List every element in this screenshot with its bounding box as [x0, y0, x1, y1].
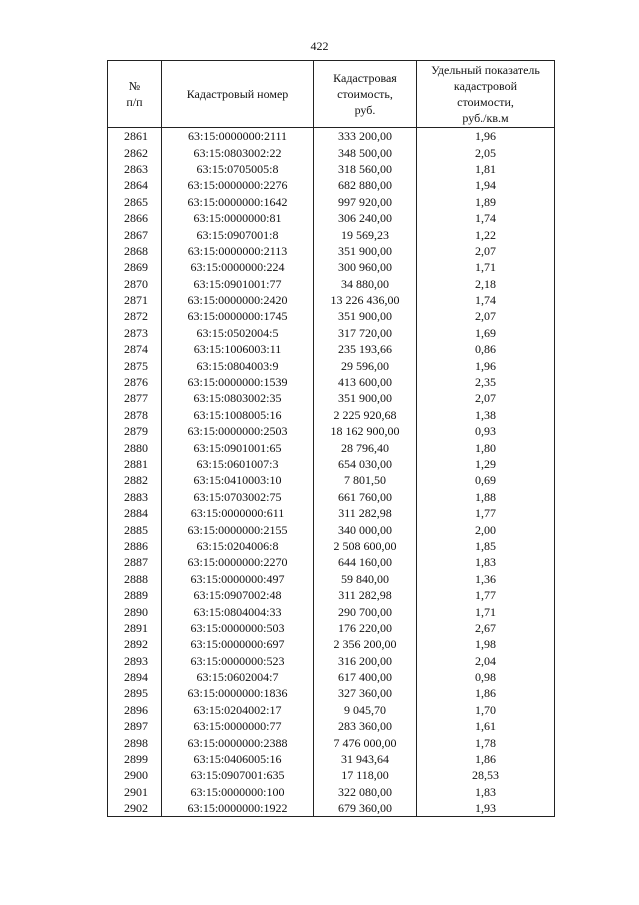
- cadastral-number-cell: 63:15:0000000:697: [162, 636, 314, 652]
- cadastral-value-cell: 235 193,66: [314, 341, 417, 357]
- table-row: [108, 407, 555, 423]
- specific-index-cell: 2,00: [417, 521, 555, 537]
- row-number-cell: 2881: [108, 456, 162, 472]
- specific-index-cell: 1,80: [417, 439, 555, 455]
- row-number-cell: 2875: [108, 357, 162, 373]
- cadastral-number-cell: 63:15:0703002:75: [162, 489, 314, 505]
- specific-index-cell: 0,86: [417, 341, 555, 357]
- specific-index-cell: 1,83: [417, 554, 555, 570]
- cadastral-value-cell: 18 162 900,00: [314, 423, 417, 439]
- cadastral-value-cell: 311 282,98: [314, 505, 417, 521]
- row-number-cell: 2894: [108, 669, 162, 685]
- cadastral-value-cell: 348 500,00: [314, 144, 417, 160]
- cadastral-value-cell: 333 200,00: [314, 128, 417, 145]
- table-row: [108, 734, 555, 750]
- table-row: [108, 702, 555, 718]
- specific-index-cell: 1,94: [417, 177, 555, 193]
- cadastral-value-cell: 7 476 000,00: [314, 734, 417, 750]
- cadastral-value-cell: 318 560,00: [314, 161, 417, 177]
- cadastral-value-cell: 316 200,00: [314, 653, 417, 669]
- cadastral-number-cell: 63:15:0000000:2111: [162, 128, 314, 145]
- specific-index-cell: 1,83: [417, 784, 555, 800]
- table-row: [108, 325, 555, 341]
- row-number-cell: 2899: [108, 751, 162, 767]
- table-row: [108, 144, 555, 160]
- specific-index-cell: 1,70: [417, 702, 555, 718]
- row-number-cell: 2891: [108, 620, 162, 636]
- cadastral-number-cell: 63:15:0901001:77: [162, 276, 314, 292]
- cadastral-number-cell: 63:15:0804003:9: [162, 357, 314, 373]
- specific-index-cell: 1,78: [417, 734, 555, 750]
- row-number-cell: 2862: [108, 144, 162, 160]
- cadastral-value-cell: 311 282,98: [314, 587, 417, 603]
- row-number-cell: 2864: [108, 177, 162, 193]
- table-row: [108, 521, 555, 537]
- specific-index-cell: 1,81: [417, 161, 555, 177]
- row-number-cell: 2895: [108, 685, 162, 701]
- table-row: [108, 538, 555, 554]
- cadastral-value-cell: 617 400,00: [314, 669, 417, 685]
- cadastral-value-cell: 327 360,00: [314, 685, 417, 701]
- cadastral-value-cell: 997 920,00: [314, 194, 417, 210]
- table-row: [108, 587, 555, 603]
- cadastral-value-cell: 351 900,00: [314, 243, 417, 259]
- table-row: [108, 194, 555, 210]
- header-num: № п/п: [108, 61, 162, 128]
- row-number-cell: 2878: [108, 407, 162, 423]
- row-number-cell: 2876: [108, 374, 162, 390]
- cadastral-value-cell: 300 960,00: [314, 259, 417, 275]
- row-number-cell: 2897: [108, 718, 162, 734]
- row-number-cell: 2898: [108, 734, 162, 750]
- cadastral-value-cell: 9 045,70: [314, 702, 417, 718]
- cadastral-number-cell: 63:15:0000000:497: [162, 571, 314, 587]
- cadastral-value-cell: 2 508 600,00: [314, 538, 417, 554]
- table-row: [108, 620, 555, 636]
- row-number-cell: 2866: [108, 210, 162, 226]
- specific-index-cell: 2,18: [417, 276, 555, 292]
- row-number-cell: 2868: [108, 243, 162, 259]
- cadastral-value-cell: 317 720,00: [314, 325, 417, 341]
- row-number-cell: 2863: [108, 161, 162, 177]
- row-number-cell: 2884: [108, 505, 162, 521]
- specific-index-cell: 28,53: [417, 767, 555, 783]
- cadastral-number-cell: 63:15:0000000:1745: [162, 308, 314, 324]
- cadastral-value-cell: 351 900,00: [314, 308, 417, 324]
- cadastral-value-cell: 413 600,00: [314, 374, 417, 390]
- cadastral-value-cell: 29 596,00: [314, 357, 417, 373]
- table-row: [108, 210, 555, 226]
- cadastral-number-cell: 63:15:0000000:1922: [162, 800, 314, 817]
- cadastral-number-cell: 63:15:0000000:100: [162, 784, 314, 800]
- cadastral-number-cell: 63:15:0000000:2276: [162, 177, 314, 193]
- cadastral-number-cell: 63:15:0907001:8: [162, 226, 314, 242]
- cadastral-number-cell: 63:15:0204002:17: [162, 702, 314, 718]
- cadastral-value-cell: 682 880,00: [314, 177, 417, 193]
- row-number-cell: 2887: [108, 554, 162, 570]
- specific-index-cell: 1,96: [417, 128, 555, 145]
- table-row: [108, 636, 555, 652]
- table-row: [108, 423, 555, 439]
- specific-index-cell: 1,93: [417, 800, 555, 817]
- cadastral-number-cell: 63:15:0705005:8: [162, 161, 314, 177]
- cadastral-number-cell: 63:15:0602004:7: [162, 669, 314, 685]
- specific-index-cell: 1,36: [417, 571, 555, 587]
- specific-index-cell: 1,98: [417, 636, 555, 652]
- row-number-cell: 2890: [108, 603, 162, 619]
- table-body: [108, 128, 555, 817]
- table-row: [108, 439, 555, 455]
- table-row: [108, 489, 555, 505]
- cadastral-number-cell: 63:15:0000000:2270: [162, 554, 314, 570]
- row-number-cell: 2883: [108, 489, 162, 505]
- row-number-cell: 2865: [108, 194, 162, 210]
- row-number-cell: 2896: [108, 702, 162, 718]
- cadastral-value-cell: 351 900,00: [314, 390, 417, 406]
- row-number-cell: 2892: [108, 636, 162, 652]
- cadastral-value-cell: 13 226 436,00: [314, 292, 417, 308]
- header-cadastral-value: Кадастровая стоимость, руб.: [314, 61, 417, 128]
- cadastral-number-cell: 63:15:0000000:503: [162, 620, 314, 636]
- cadastral-value-cell: 28 796,40: [314, 439, 417, 455]
- table-row: [108, 390, 555, 406]
- cadastral-value-cell: 59 840,00: [314, 571, 417, 587]
- cadastral-number-cell: 63:15:0000000:224: [162, 259, 314, 275]
- cadastral-number-cell: 63:15:0502004:5: [162, 325, 314, 341]
- specific-index-cell: 1,74: [417, 292, 555, 308]
- specific-index-cell: 0,98: [417, 669, 555, 685]
- cadastral-number-cell: 63:15:1008005:16: [162, 407, 314, 423]
- specific-index-cell: 0,69: [417, 472, 555, 488]
- table-row: [108, 226, 555, 242]
- specific-index-cell: 2,35: [417, 374, 555, 390]
- table-row: [108, 767, 555, 783]
- table-header: [108, 61, 555, 128]
- cadastral-number-cell: 63:15:0000000:81: [162, 210, 314, 226]
- specific-index-cell: 1,88: [417, 489, 555, 505]
- cadastral-value-cell: 654 030,00: [314, 456, 417, 472]
- table-row: [108, 161, 555, 177]
- header-cadastral-number: Кадастровый номер: [162, 61, 314, 128]
- cadastral-value-cell: 644 160,00: [314, 554, 417, 570]
- cadastral-number-cell: 63:15:0000000:2155: [162, 521, 314, 537]
- specific-index-cell: 1,86: [417, 751, 555, 767]
- cadastral-number-cell: 63:15:0000000:2113: [162, 243, 314, 259]
- row-number-cell: 2900: [108, 767, 162, 783]
- row-number-cell: 2882: [108, 472, 162, 488]
- specific-index-cell: 1,89: [417, 194, 555, 210]
- specific-index-cell: 1,71: [417, 259, 555, 275]
- table-row: [108, 472, 555, 488]
- table-row: [108, 784, 555, 800]
- row-number-cell: 2867: [108, 226, 162, 242]
- row-number-cell: 2870: [108, 276, 162, 292]
- specific-index-cell: 0,93: [417, 423, 555, 439]
- specific-index-cell: 1,96: [417, 357, 555, 373]
- cadastral-value-cell: 31 943,64: [314, 751, 417, 767]
- row-number-cell: 2869: [108, 259, 162, 275]
- cadastral-number-cell: 63:15:0000000:1836: [162, 685, 314, 701]
- cadastral-value-cell: 290 700,00: [314, 603, 417, 619]
- cadastral-number-cell: 63:15:0000000:523: [162, 653, 314, 669]
- cadastral-value-cell: 283 360,00: [314, 718, 417, 734]
- header-row: [108, 61, 555, 128]
- row-number-cell: 2873: [108, 325, 162, 341]
- cadastral-value-cell: 7 801,50: [314, 472, 417, 488]
- table-row: [108, 653, 555, 669]
- table-row: [108, 800, 555, 817]
- cadastral-number-cell: 63:15:0000000:1539: [162, 374, 314, 390]
- table-row: [108, 308, 555, 324]
- table-row: [108, 718, 555, 734]
- row-number-cell: 2902: [108, 800, 162, 817]
- cadastral-value-cell: 306 240,00: [314, 210, 417, 226]
- cadastral-number-cell: 63:15:0804004:33: [162, 603, 314, 619]
- table-row: [108, 357, 555, 373]
- cadastral-number-cell: 63:15:0000000:2420: [162, 292, 314, 308]
- row-number-cell: 2885: [108, 521, 162, 537]
- specific-index-cell: 1,69: [417, 325, 555, 341]
- cadastral-number-cell: 63:15:0000000:611: [162, 505, 314, 521]
- header-specific-index: Удельный показатель кадастровой стоимости, руб./кв.м: [417, 61, 555, 128]
- row-number-cell: 2888: [108, 571, 162, 587]
- row-number-cell: 2872: [108, 308, 162, 324]
- specific-index-cell: 1,29: [417, 456, 555, 472]
- table-row: [108, 751, 555, 767]
- table-row: [108, 259, 555, 275]
- table-row: [108, 685, 555, 701]
- cadastral-number-cell: 63:15:0907001:635: [162, 767, 314, 783]
- cadastral-value-table: [107, 60, 555, 817]
- specific-index-cell: 2,07: [417, 308, 555, 324]
- row-number-cell: 2877: [108, 390, 162, 406]
- specific-index-cell: 1,74: [417, 210, 555, 226]
- specific-index-cell: 2,67: [417, 620, 555, 636]
- specific-index-cell: 2,04: [417, 653, 555, 669]
- table-row: [108, 571, 555, 587]
- row-number-cell: 2874: [108, 341, 162, 357]
- cadastral-value-cell: 176 220,00: [314, 620, 417, 636]
- cadastral-number-cell: 63:15:0907002:48: [162, 587, 314, 603]
- table-row: [108, 456, 555, 472]
- cadastral-value-cell: 2 356 200,00: [314, 636, 417, 652]
- cadastral-number-cell: 63:15:0000000:2503: [162, 423, 314, 439]
- table-row: [108, 276, 555, 292]
- row-number-cell: 2880: [108, 439, 162, 455]
- cadastral-value-cell: 17 118,00: [314, 767, 417, 783]
- cadastral-value-cell: 340 000,00: [314, 521, 417, 537]
- specific-index-cell: 1,71: [417, 603, 555, 619]
- specific-index-cell: 1,77: [417, 587, 555, 603]
- row-number-cell: 2889: [108, 587, 162, 603]
- specific-index-cell: 1,86: [417, 685, 555, 701]
- specific-index-cell: 1,77: [417, 505, 555, 521]
- specific-index-cell: 2,07: [417, 243, 555, 259]
- cadastral-value-cell: 34 880,00: [314, 276, 417, 292]
- table-row: [108, 374, 555, 390]
- table-row: [108, 243, 555, 259]
- cadastral-number-cell: 63:15:0803002:22: [162, 144, 314, 160]
- cadastral-value-cell: 19 569,23: [314, 226, 417, 242]
- cadastral-number-cell: 63:15:0000000:1642: [162, 194, 314, 210]
- row-number-cell: 2886: [108, 538, 162, 554]
- cadastral-number-cell: 63:15:0000000:77: [162, 718, 314, 734]
- cadastral-number-cell: 63:15:0901001:65: [162, 439, 314, 455]
- cadastral-number-cell: 63:15:0601007:3: [162, 456, 314, 472]
- row-number-cell: 2861: [108, 128, 162, 145]
- table-row: [108, 128, 555, 145]
- table-row: [108, 177, 555, 193]
- cadastral-number-cell: 63:15:0406005:16: [162, 751, 314, 767]
- cadastral-number-cell: 63:15:0803002:35: [162, 390, 314, 406]
- table-row: [108, 554, 555, 570]
- specific-index-cell: 2,05: [417, 144, 555, 160]
- cadastral-value-cell: 661 760,00: [314, 489, 417, 505]
- specific-index-cell: 1,38: [417, 407, 555, 423]
- cadastral-number-cell: 63:15:0000000:2388: [162, 734, 314, 750]
- cadastral-number-cell: 63:15:1006003:11: [162, 341, 314, 357]
- table-row: [108, 341, 555, 357]
- cadastral-number-cell: 63:15:0204006:8: [162, 538, 314, 554]
- row-number-cell: 2901: [108, 784, 162, 800]
- cadastral-value-cell: 679 360,00: [314, 800, 417, 817]
- row-number-cell: 2871: [108, 292, 162, 308]
- table-row: [108, 292, 555, 308]
- page-number: 422: [310, 39, 329, 53]
- row-number-cell: 2893: [108, 653, 162, 669]
- row-number-cell: 2879: [108, 423, 162, 439]
- cadastral-value-cell: 2 225 920,68: [314, 407, 417, 423]
- specific-index-cell: 1,22: [417, 226, 555, 242]
- table-row: [108, 603, 555, 619]
- specific-index-cell: 1,85: [417, 538, 555, 554]
- cadastral-value-cell: 322 080,00: [314, 784, 417, 800]
- specific-index-cell: 1,61: [417, 718, 555, 734]
- cadastral-number-cell: 63:15:0410003:10: [162, 472, 314, 488]
- table-row: [108, 669, 555, 685]
- table-row: [108, 505, 555, 521]
- specific-index-cell: 2,07: [417, 390, 555, 406]
